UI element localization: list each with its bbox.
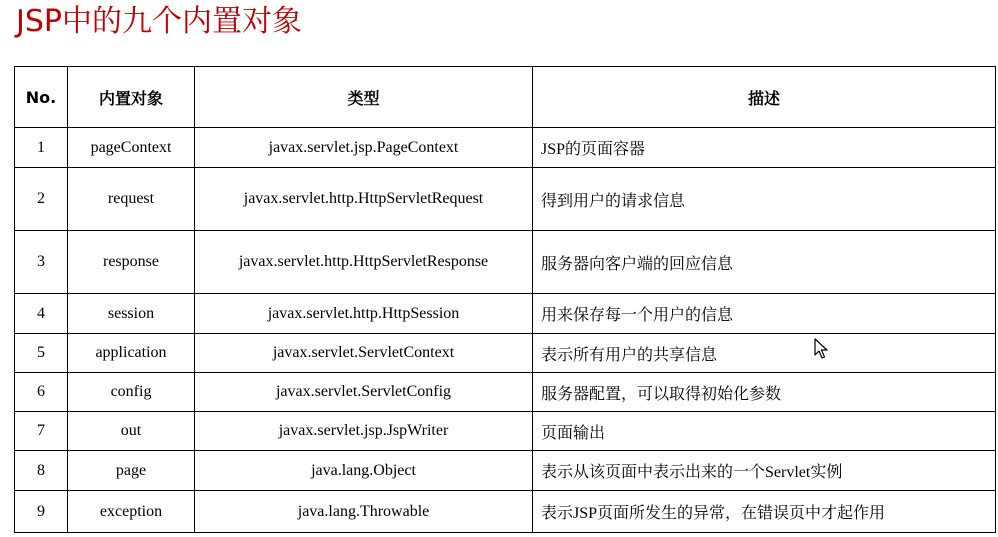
- row-number: 1: [15, 128, 68, 168]
- header-object: 内置对象: [68, 67, 195, 128]
- object-name: page: [68, 451, 195, 491]
- object-description: 表示所有用户的共享信息: [533, 334, 996, 373]
- object-type: javax.servlet.http.HttpServletRequest: [195, 168, 533, 231]
- object-type: javax.servlet.ServletContext: [195, 334, 533, 373]
- builtin-objects-table: [14, 66, 996, 533]
- object-name: out: [68, 412, 195, 451]
- table-header-row: [15, 67, 996, 128]
- table-row: [15, 168, 996, 231]
- row-number: 4: [15, 294, 68, 334]
- table-row: [15, 128, 996, 168]
- object-type: java.lang.Throwable: [195, 491, 533, 533]
- object-name: request: [68, 168, 195, 231]
- row-number: 8: [15, 451, 68, 491]
- object-type: javax.servlet.http.HttpSession: [195, 294, 533, 334]
- row-number: 5: [15, 334, 68, 373]
- table-row: [15, 294, 996, 334]
- object-description: 表示JSP页面所发生的异常，在错误页中才起作用: [533, 491, 996, 533]
- object-name: response: [68, 231, 195, 294]
- header-description: 描述: [533, 67, 996, 128]
- object-name: exception: [68, 491, 195, 533]
- table-row: [15, 373, 996, 412]
- object-name: config: [68, 373, 195, 412]
- row-number: 9: [15, 491, 68, 533]
- object-description: 服务器向客户端的回应信息: [533, 231, 996, 294]
- object-description: 用来保存每一个用户的信息: [533, 294, 996, 334]
- object-name: application: [68, 334, 195, 373]
- table-row: [15, 451, 996, 491]
- object-name: session: [68, 294, 195, 334]
- row-number: 7: [15, 412, 68, 451]
- object-description: 表示从该页面中表示出来的一个Servlet实例: [533, 451, 996, 491]
- object-type: javax.servlet.ServletConfig: [195, 373, 533, 412]
- table-row: [15, 231, 996, 294]
- object-description: JSP的页面容器: [533, 128, 996, 168]
- table-row: [15, 334, 996, 373]
- mouse-pointer-icon: [814, 338, 828, 360]
- table-row: [15, 491, 996, 533]
- object-type: java.lang.Object: [195, 451, 533, 491]
- header-type: 类型: [195, 67, 533, 128]
- object-type: javax.servlet.jsp.PageContext: [195, 128, 533, 168]
- row-number: 6: [15, 373, 68, 412]
- object-description: 得到用户的请求信息: [533, 168, 996, 231]
- row-number: 3: [15, 231, 68, 294]
- object-type: javax.servlet.jsp.JspWriter: [195, 412, 533, 451]
- object-description: 服务器配置，可以取得初始化参数: [533, 373, 996, 412]
- object-name: pageContext: [68, 128, 195, 168]
- object-description: 页面输出: [533, 412, 996, 451]
- header-no: No.: [15, 67, 68, 128]
- slide-title: JSP中的九个内置对象: [16, 4, 302, 39]
- object-type: javax.servlet.http.HttpServletResponse: [195, 231, 533, 294]
- row-number: 2: [15, 168, 68, 231]
- table-row: [15, 412, 996, 451]
